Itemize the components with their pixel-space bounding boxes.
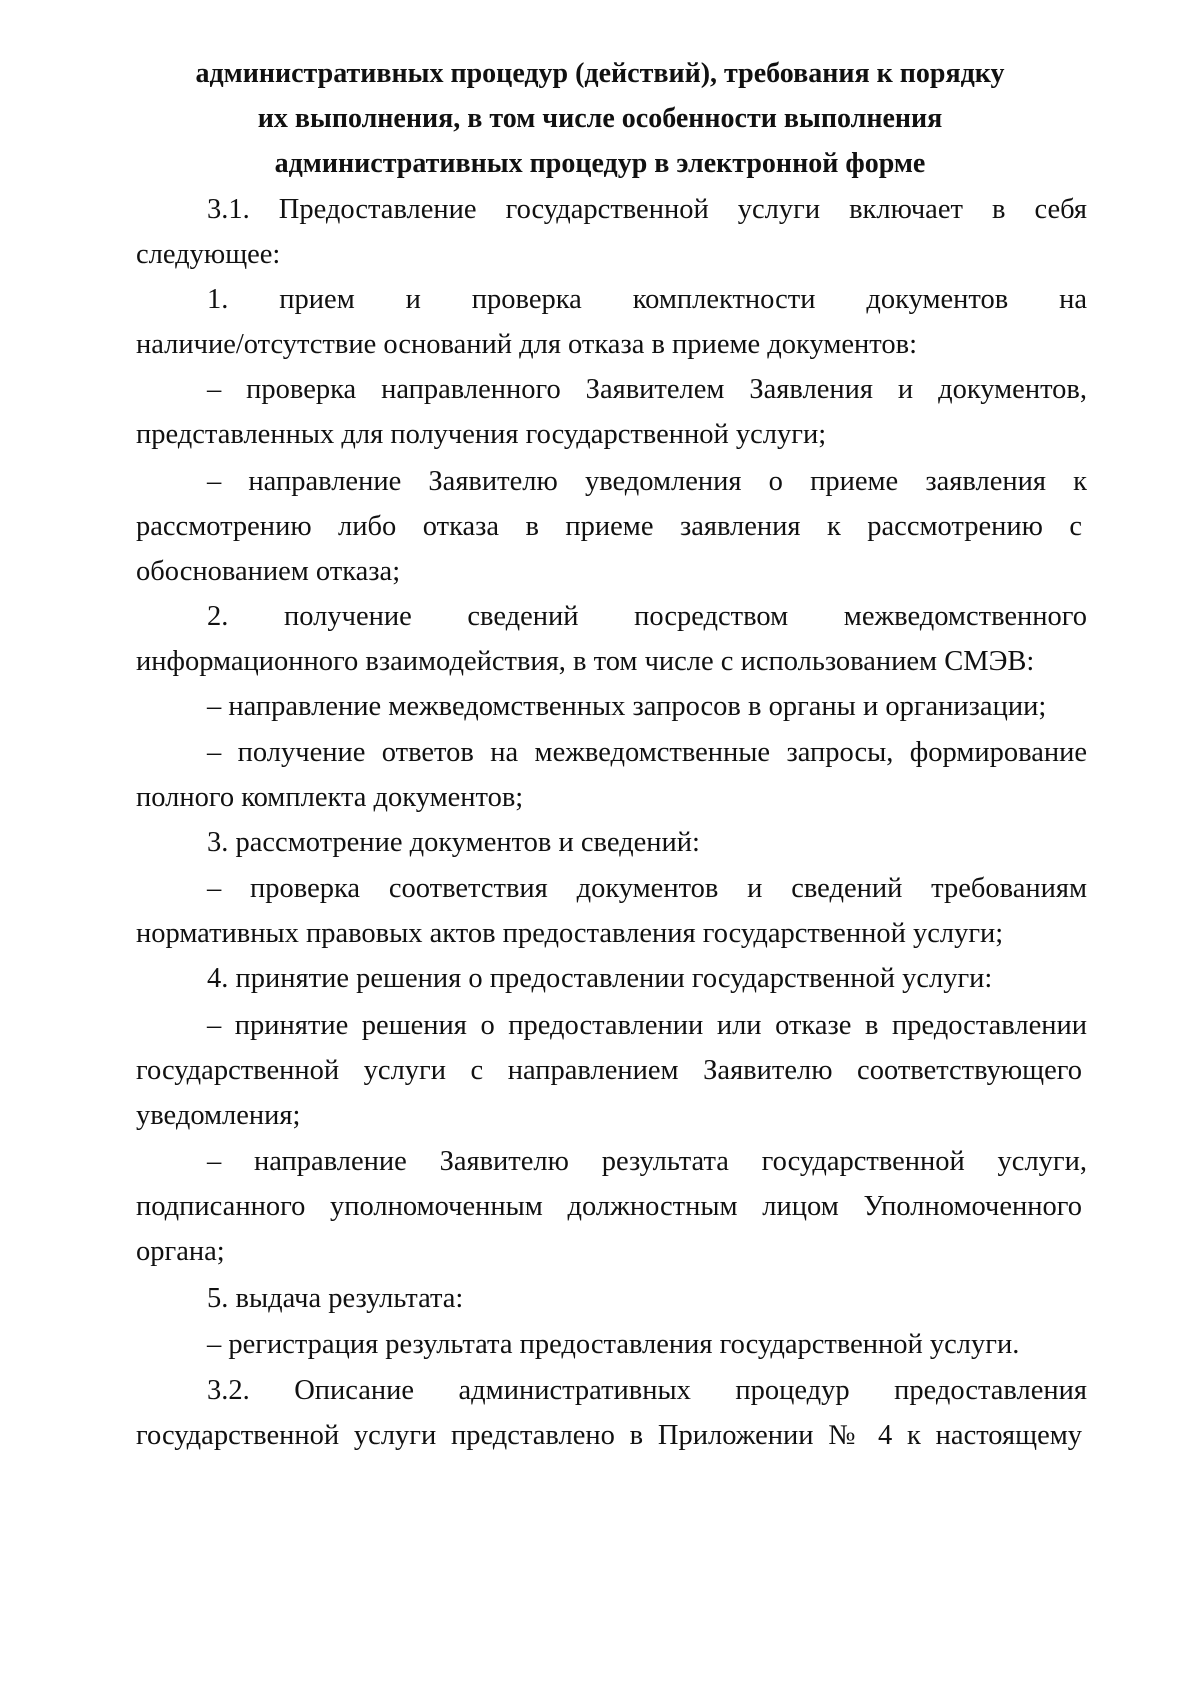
sub-item-check-line-1: – проверка направленного Заявителем Заявления и документов,: [207, 374, 1087, 405]
list-item-2-line-2: информационного взаимодействия, в том числе с использованием СМЭВ:: [136, 646, 1035, 677]
sub-item-notify-line-3: обоснованием отказа;: [136, 556, 401, 587]
list-item-1-line-1: 1. прием и проверка комплектности документов на: [207, 284, 1087, 315]
list-item-4: 4. принятие решения о предоставлении государственной услуги:: [207, 963, 993, 994]
list-item-1-line-2: наличие/отсутствие оснований для отказа в приеме документов:: [136, 329, 917, 360]
sub-item-check-line-2: представленных для получения государственной услуги;: [136, 419, 827, 450]
section-heading-line-3: административных процедур в электронной форме: [274, 148, 926, 179]
list-item-5: 5. выдача результата:: [207, 1283, 464, 1314]
section-heading-line-1: административных процедур (действий), требования к порядку: [195, 58, 1005, 89]
sub-item-decision-line-1: – принятие решения о предоставлении или отказе в предоставлении: [207, 1010, 1087, 1041]
sub-item-answers-line-1: – получение ответов на межведомственные запросы, формирование: [207, 737, 1087, 768]
paragraph-3-2-line-2: государственной услуги представлено в Приложении № 4 к настоящему: [136, 1420, 1082, 1451]
list-item-2-line-1: 2. получение сведений посредством межведомственного: [207, 601, 1087, 632]
paragraph-3-1-line-2: следующее:: [136, 239, 281, 270]
sub-item-notify-line-2: рассмотрению либо отказа в приеме заявления к рассмотрению с: [136, 511, 1082, 542]
sub-item-notify-line-1: – направление Заявителю уведомления о приеме заявления к: [207, 466, 1087, 497]
sub-item-decision-line-3: уведомления;: [136, 1100, 301, 1131]
paragraph-3-1-line-1: 3.1. Предоставление государственной услуги включает в себя: [207, 194, 1087, 225]
sub-item-compliance-line-2: нормативных правовых актов предоставления государственной услуги;: [136, 918, 1004, 949]
list-item-3: 3. рассмотрение документов и сведений:: [207, 827, 700, 858]
sub-item-result-line-1: – направление Заявителю результата государственной услуги,: [207, 1146, 1087, 1177]
paragraph-3-2-line-1: 3.2. Описание административных процедур предоставления: [207, 1375, 1087, 1406]
sub-item-answers-line-2: полного комплекта документов;: [136, 782, 524, 813]
sub-item-registration: – регистрация результата предоставления государственной услуги.: [207, 1329, 1020, 1360]
sub-item-result-line-3: органа;: [136, 1236, 225, 1267]
sub-item-requests: – направление межведомственных запросов в органы и организации;: [207, 691, 1047, 722]
sub-item-result-line-2: подписанного уполномоченным должностным лицом Уполномоченного: [136, 1191, 1082, 1222]
section-heading-line-2: их выполнения, в том числе особенности выполнения: [257, 103, 943, 134]
sub-item-decision-line-2: государственной услуги с направлением Заявителю соответствующего: [136, 1055, 1082, 1086]
sub-item-compliance-line-1: – проверка соответствия документов и сведений требованиям: [207, 873, 1087, 904]
